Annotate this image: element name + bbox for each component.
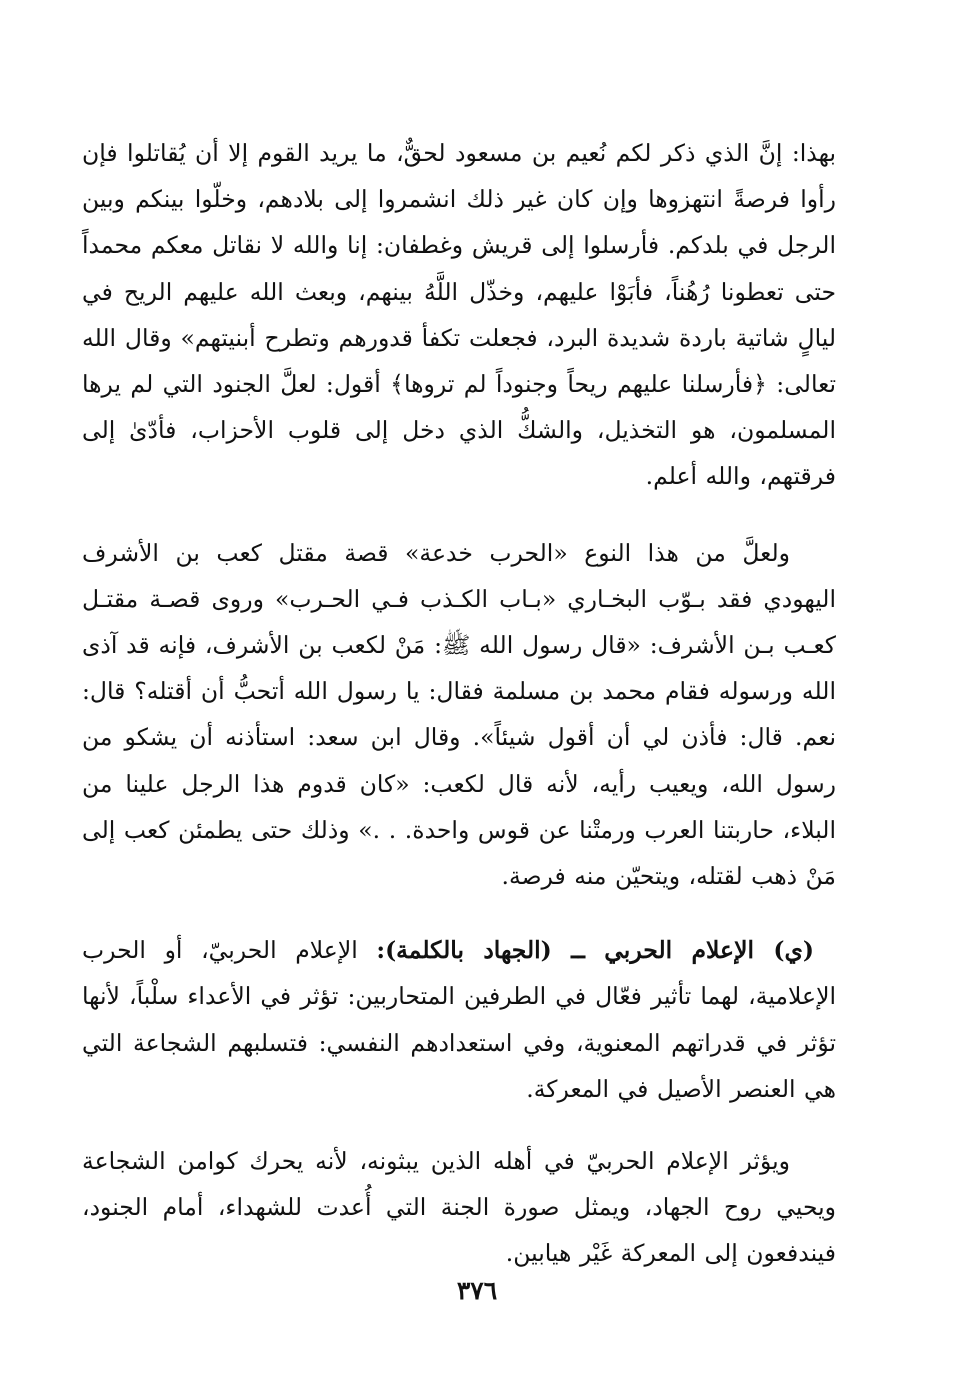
paragraph-media-effect: ويؤثر الإعلام الحربيّ في أهله الذين يبثونه، لأنه يحرك كوامن الشجاعة ويحيي روح الجهاد، ويمثل صورة الجنة التي أُعدت للشهداء، أمام الجنود، فيندفعون إلى المعركة غَيْر هيابين. bbox=[82, 1147, 836, 1268]
paragraph-war-media bbox=[82, 927, 836, 1112]
page-number: ٣٧٦ bbox=[456, 1276, 498, 1305]
paragraph-kaab-story: ولعلَّ من هذا النوع «الحرب خدعة» قصة مقتل كعب بن الأشرف اليهودي فقد بـوّب البخـاري «بـاب الكـذب فـي الحـرب» وروى قصـة مقتـل كعـب بـن الأشرف: «قال رسول الله ﷺ: مَنْ لكعب بن الأشرف، فإنه قد آذى الله ورسوله فقام محمد بن مسلمة فقال: يا رسول الله أتحبُّ أن أقتله؟ قال: نعم. قال: فأذن لي أن أقول شيئاً». وقال ابن سعد: استأذنه أن يشكو من رسول الله، ويعيب رأيه، لأنه قال لكعب: «كان قدوم هذا الرجل علينا من البلاء، حاربتنا العرب ورمتْنا عن قوس واحدة. . .» وذلك حتى يطمئن كعب إلى مَنْ ذهب لقتله، ويتحيّن منه فرصة. bbox=[82, 538, 836, 891]
section-heading-war-media: (ي) الإعلام الحربي ــ (الجهاد بالكلمة): bbox=[376, 936, 814, 965]
war-media-text: الإعلام الحربيّ، أو الحرب الإعلامية، لهما تأثير فعّال في الطرفين المتحاربين: تؤثر في الأعداء سلْباً، لأنها تؤثر في قدراتهم المعنوية، وفي استعدادهم النفسي: فتسلبهم الشجاعة التي هي العنصر الأصيل في المعركة. bbox=[82, 936, 836, 1103]
paragraph-ahzab-ending: بهذا: إنَّ الذي ذكر لكم نُعيم بن مسعود لحقٌّ، ما يريد القوم إلا أن يُقاتلوا فإن رأوا فرصةً انتهزوها وإن كان غير ذلك انشمروا إلى بلادهم، وخلّوا بينكم وبين الرجل في بلدكم. فأرسلوا إلى قريش وغطفان: إنا والله لا نقاتل معكم محمداً حتى تعطونا رُهُناً، فأبَوْا عليهم، وخذّل اللَّهُ بينهم، وبعث الله عليهم الريح في ليالٍ شاتية باردة شديدة البرد، فجعلت تكفأ قدورهم وتطرح أبنيتهم» وقال الله تعالى: ﴿فأرسلنا عليهم ريحاً وجنوداً لم تروها﴾ أقول: لعلَّ الجنود التي لم يرها المسلمون، هو التخذيل، والشكُّ الذي دخل إلى قلوب الأحزاب، فأدّىٰ إلى فرقتهم، والله أعلم. bbox=[82, 139, 836, 491]
